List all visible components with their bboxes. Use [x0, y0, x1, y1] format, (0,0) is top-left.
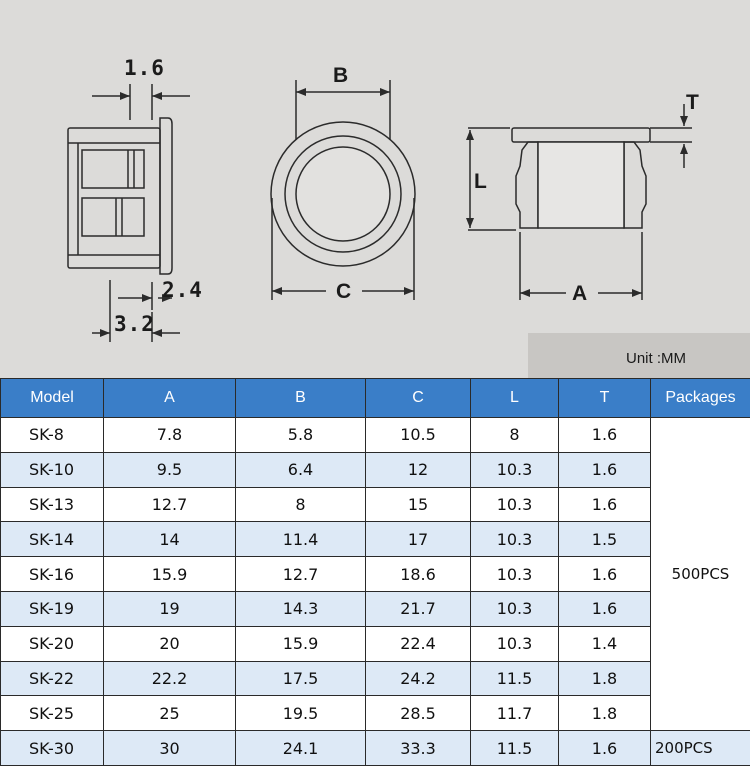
unit-label: Unit :MM: [626, 350, 686, 367]
cell-model: SK-8: [1, 418, 104, 453]
dim-label-b: B: [333, 64, 349, 87]
cell-t: 1.6: [559, 557, 651, 592]
cell-model: SK-14: [1, 522, 104, 557]
cell-b: 8: [236, 487, 366, 522]
header-b: B: [236, 379, 366, 418]
cell-c: 33.3: [366, 731, 471, 766]
dim-label-c: C: [336, 280, 352, 303]
cell-c: 24.2: [366, 661, 471, 696]
table-header-row: [1, 379, 750, 418]
cell-t: 1.6: [559, 452, 651, 487]
cell-c: 21.7: [366, 591, 471, 626]
dim-label-side-body: 3.2: [114, 312, 155, 336]
cell-l: 8: [471, 418, 559, 453]
cell-a: 22.2: [104, 661, 236, 696]
dim-label-l: L: [474, 170, 487, 193]
dim-label-a: A: [572, 282, 588, 305]
cell-c: 18.6: [366, 557, 471, 592]
table-row: [1, 557, 750, 592]
technical-drawing: [0, 0, 750, 378]
dim-label-t: T: [686, 91, 699, 114]
cell-c: 15: [366, 487, 471, 522]
cell-l: 10.3: [471, 557, 559, 592]
header-l: L: [471, 379, 559, 418]
cell-b: 11.4: [236, 522, 366, 557]
table-row: [1, 661, 750, 696]
header-model: Model: [1, 379, 104, 418]
cell-t: 1.6: [559, 487, 651, 522]
cell-c: 17: [366, 522, 471, 557]
cell-a: 19: [104, 591, 236, 626]
cell-t: 1.5: [559, 522, 651, 557]
header-c: C: [366, 379, 471, 418]
table-row: [1, 731, 750, 766]
cell-a: 7.8: [104, 418, 236, 453]
cell-model: SK-13: [1, 487, 104, 522]
cell-l: 10.3: [471, 487, 559, 522]
cell-a: 15.9: [104, 557, 236, 592]
cell-l: 10.3: [471, 591, 559, 626]
cell-model: SK-10: [1, 452, 104, 487]
cell-model: SK-22: [1, 661, 104, 696]
table-row: [1, 452, 750, 487]
cell-t: 1.6: [559, 731, 651, 766]
cell-b: 15.9: [236, 626, 366, 661]
cell-model: SK-30: [1, 731, 104, 766]
cell-model: SK-16: [1, 557, 104, 592]
table-row: [1, 626, 750, 661]
cell-b: 6.4: [236, 452, 366, 487]
cell-l: 11.7: [471, 696, 559, 731]
cell-t: 1.8: [559, 661, 651, 696]
cell-b: 5.8: [236, 418, 366, 453]
cell-c: 12: [366, 452, 471, 487]
cell-l: 11.5: [471, 731, 559, 766]
cell-b: 19.5: [236, 696, 366, 731]
table-row: [1, 522, 750, 557]
cell-t: 1.8: [559, 696, 651, 731]
cell-l: 10.3: [471, 452, 559, 487]
cell-c: 22.4: [366, 626, 471, 661]
cell-l: 10.3: [471, 522, 559, 557]
cell-model: SK-25: [1, 696, 104, 731]
cell-a: 25: [104, 696, 236, 731]
cell-a: 14: [104, 522, 236, 557]
cell-b: 12.7: [236, 557, 366, 592]
cell-l: 10.3: [471, 626, 559, 661]
header-a: A: [104, 379, 236, 418]
table-row: [1, 696, 750, 731]
header-packages: Packages: [651, 379, 750, 418]
cell-b: 24.1: [236, 731, 366, 766]
header-t: T: [559, 379, 651, 418]
cell-packages-last: 200PCS: [651, 731, 750, 766]
cell-model: SK-19: [1, 591, 104, 626]
cell-packages-group: 500PCS: [651, 418, 750, 731]
dim-label-side-lip: 2.4: [162, 278, 203, 302]
cell-c: 10.5: [366, 418, 471, 453]
table-row: [1, 591, 750, 626]
table-row: [1, 487, 750, 522]
cell-t: 1.6: [559, 418, 651, 453]
cell-l: 11.5: [471, 661, 559, 696]
cell-b: 17.5: [236, 661, 366, 696]
cell-t: 1.4: [559, 626, 651, 661]
dim-label-side-flange: 1.6: [124, 56, 165, 80]
spec-table: [0, 378, 750, 766]
cell-model: SK-20: [1, 626, 104, 661]
cell-b: 14.3: [236, 591, 366, 626]
cell-a: 9.5: [104, 452, 236, 487]
cell-a: 12.7: [104, 487, 236, 522]
cell-a: 20: [104, 626, 236, 661]
cell-a: 30: [104, 731, 236, 766]
cell-c: 28.5: [366, 696, 471, 731]
table-row: [1, 418, 750, 453]
cell-t: 1.6: [559, 591, 651, 626]
